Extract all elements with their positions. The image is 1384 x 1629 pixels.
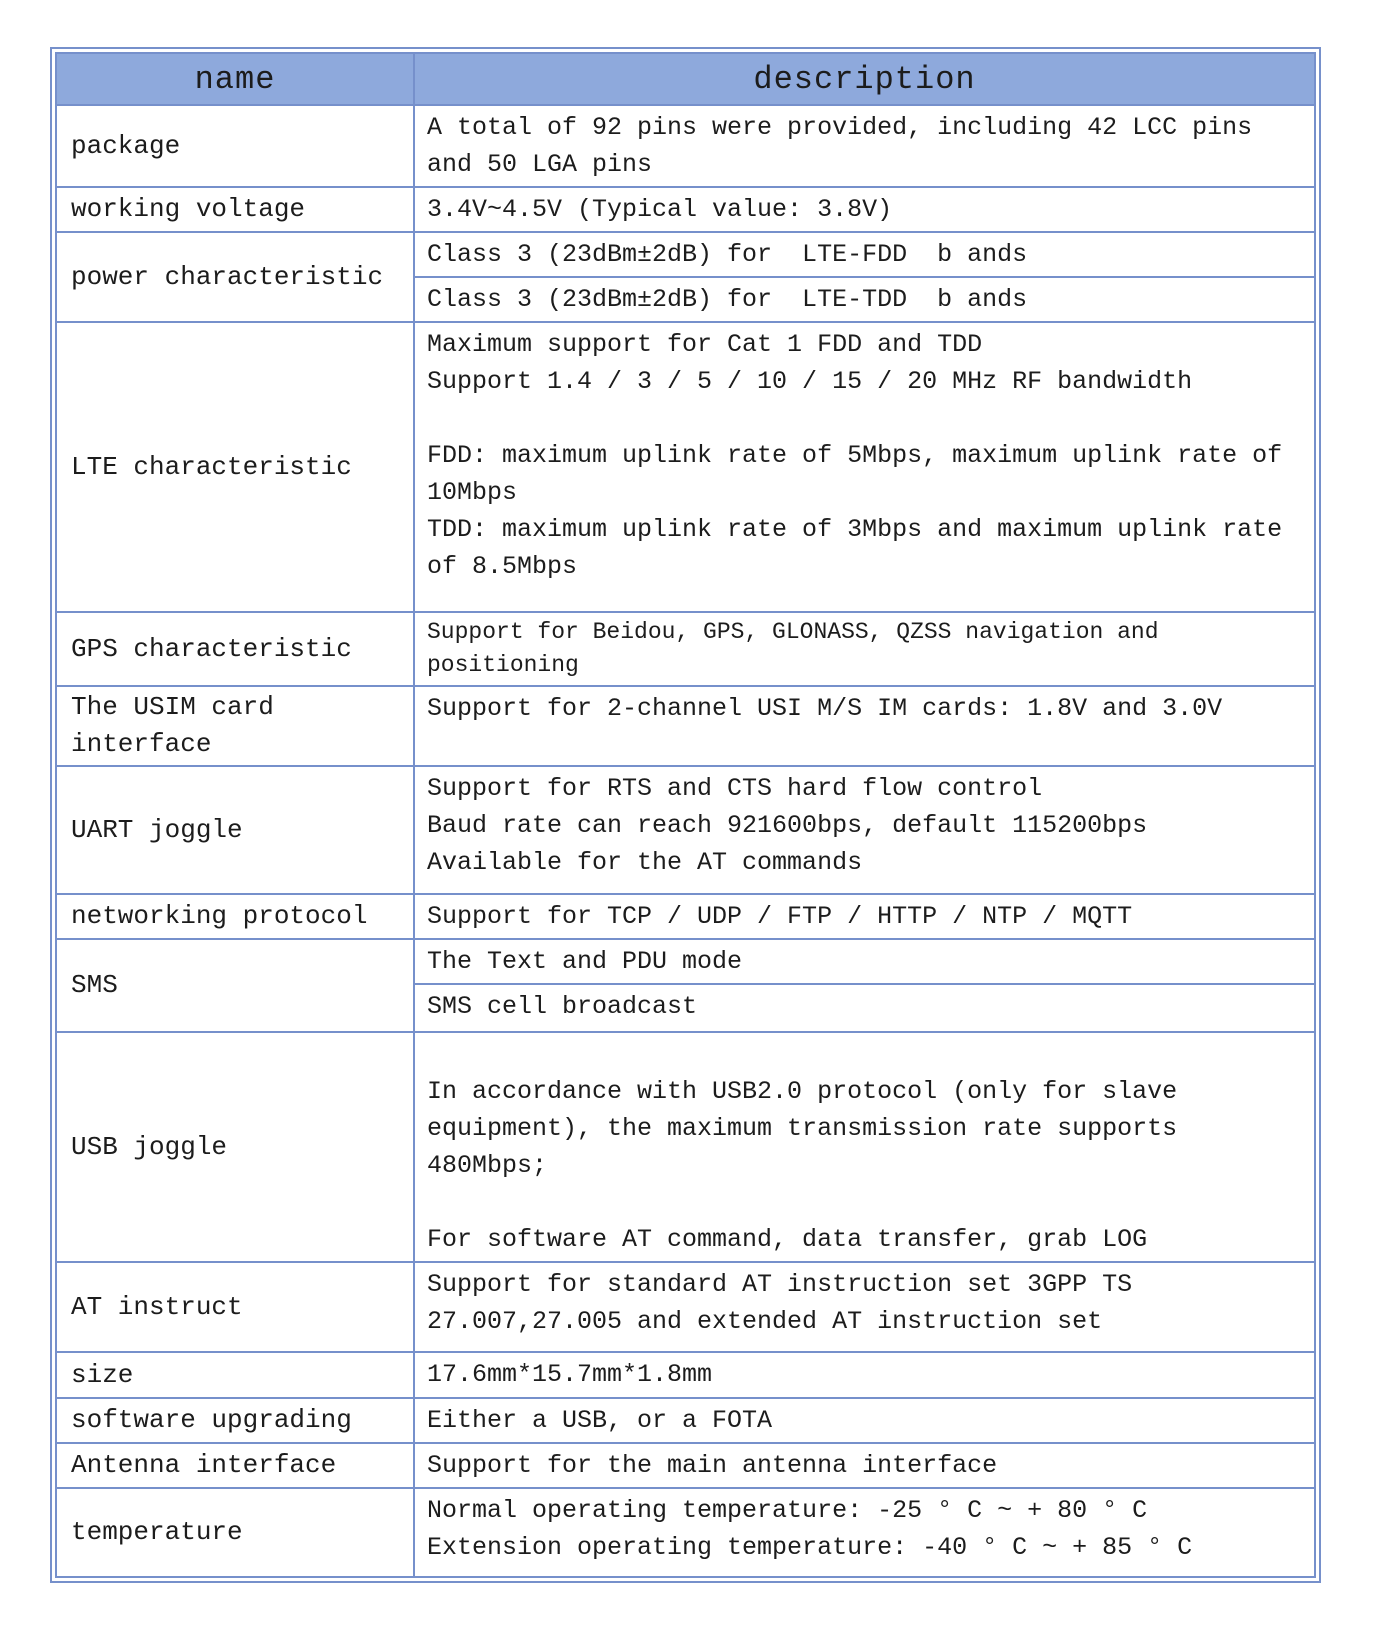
desc-line: A total of 92 pins were provided, including 42 LCC pins and 50 LGA pins [427, 113, 1268, 179]
row-name-power-characteristic: power characteristic [56, 232, 414, 322]
row-name-size: size [56, 1352, 414, 1398]
desc-line [427, 1184, 1306, 1221]
table-row [56, 894, 1315, 939]
desc-line: Maximum support for Cat 1 FDD and TDD [427, 330, 983, 359]
row-desc-lte-characteristic [414, 322, 1315, 612]
row-desc-uart-joggle [414, 766, 1315, 894]
row-name-lte-characteristic: LTE characteristic [56, 322, 414, 612]
desc-line: Normal operating temperature: -25 ° C ~ + 80 ° C [427, 1496, 1148, 1525]
row-name-working-voltage: working voltage [56, 187, 414, 232]
desc-line [427, 1036, 1306, 1073]
desc-line: Support for Beidou, GPS, GLONASS, QZSS navigation and positioning [427, 619, 1173, 678]
row-name-usb-joggle: USB joggle [56, 1032, 414, 1262]
table-row [56, 1443, 1315, 1488]
table-row [56, 187, 1315, 232]
row-name-usim-card-interface: The USIM card interface [56, 686, 414, 766]
table-row [56, 612, 1315, 686]
row-desc-sms-broadcast [414, 984, 1315, 1032]
table-row [56, 766, 1315, 894]
row-desc-size [414, 1352, 1315, 1398]
row-name-software-upgrading: software upgrading [56, 1398, 414, 1443]
row-desc-networking-protocol [414, 894, 1315, 939]
header-row [56, 53, 1315, 105]
desc-line: Available for the AT commands [427, 848, 863, 877]
desc-line: For software AT command, data transfer, grab LOG [427, 1225, 1148, 1254]
row-name-networking-protocol: networking protocol [56, 894, 414, 939]
row-name-gps-characteristic: GPS characteristic [56, 612, 414, 686]
row-desc-antenna-interface [414, 1443, 1315, 1488]
row-desc-usb-joggle [414, 1032, 1315, 1262]
desc-line: 17.6mm*15.7mm*1.8mm [427, 1360, 713, 1389]
desc-line: Support for 2-channel USI M/S IM cards: 1.8V and 3.0V [427, 694, 1223, 723]
desc-line: The Text and PDU mode [427, 947, 743, 976]
desc-line: Either a USB, or a FOTA [427, 1406, 773, 1435]
row-desc-package [414, 105, 1315, 187]
spec-table-container [50, 47, 1321, 1583]
table-row [56, 1262, 1315, 1352]
row-desc-power-characteristic-tdd [414, 277, 1315, 322]
desc-line [427, 400, 1306, 437]
column-header-name: name [56, 53, 414, 105]
table-row [56, 322, 1315, 612]
desc-line: Support 1.4 / 3 / 5 / 10 / 15 / 20 MHz RF bandwidth [427, 367, 1193, 396]
column-header-description: description [414, 53, 1315, 105]
table-row [56, 1398, 1315, 1443]
table-row [56, 939, 1315, 984]
desc-line: Support for RTS and CTS hard flow control [427, 774, 1043, 803]
row-desc-temperature [414, 1488, 1315, 1577]
desc-line: Baud rate can reach 921600bps, default 115200bps [427, 811, 1148, 840]
table-row [56, 1352, 1315, 1398]
desc-line: Extension operating temperature: -40 ° C ~ + 85 ° C [427, 1533, 1193, 1562]
table-row [56, 686, 1315, 766]
desc-line: 3.4V~4.5V (Typical value: 3.8V) [427, 195, 893, 224]
table-row [56, 1488, 1315, 1577]
row-name-sms: SMS [56, 939, 414, 1032]
desc-line: FDD: maximum uplink rate of 5Mbps, maximum uplink rate of 10Mbps [427, 441, 1298, 507]
row-name-antenna-interface: Antenna interface [56, 1443, 414, 1488]
table-row [56, 105, 1315, 187]
row-desc-at-instruct [414, 1262, 1315, 1352]
desc-line: Support for the main antenna interface [427, 1451, 998, 1480]
row-name-at-instruct: AT instruct [56, 1262, 414, 1352]
row-desc-gps-characteristic [414, 612, 1315, 686]
row-desc-usim-card-interface [414, 686, 1315, 766]
desc-line: SMS cell broadcast [427, 992, 698, 1021]
table-row [56, 1032, 1315, 1262]
row-name-package: package [56, 105, 414, 187]
desc-line: TDD: maximum uplink rate of 3Mbps and maximum uplink rate of 8.5Mbps [427, 515, 1298, 581]
table-row [56, 232, 1315, 277]
row-name-uart-joggle: UART joggle [56, 766, 414, 894]
row-desc-sms-mode [414, 939, 1315, 984]
row-desc-power-characteristic-fdd [414, 232, 1315, 277]
desc-line: Support for TCP / UDP / FTP / HTTP / NTP / MQTT [427, 902, 1133, 931]
desc-line: Class 3 (23dBm±2dB) for LTE-TDD b ands [427, 285, 1028, 314]
desc-line: Support for standard AT instruction set 3GPP TS 27.007,27.005 and extended AT instruction set [427, 1270, 1148, 1336]
spec-table [55, 52, 1316, 1578]
row-desc-software-upgrading [414, 1398, 1315, 1443]
desc-line: Class 3 (23dBm±2dB) for LTE-FDD b ands [427, 240, 1028, 269]
row-name-temperature: temperature [56, 1488, 414, 1577]
row-desc-working-voltage [414, 187, 1315, 232]
desc-line: In accordance with USB2.0 protocol (only for slave equipment), the maximum transmission rate supports 480Mbps; [427, 1077, 1193, 1180]
